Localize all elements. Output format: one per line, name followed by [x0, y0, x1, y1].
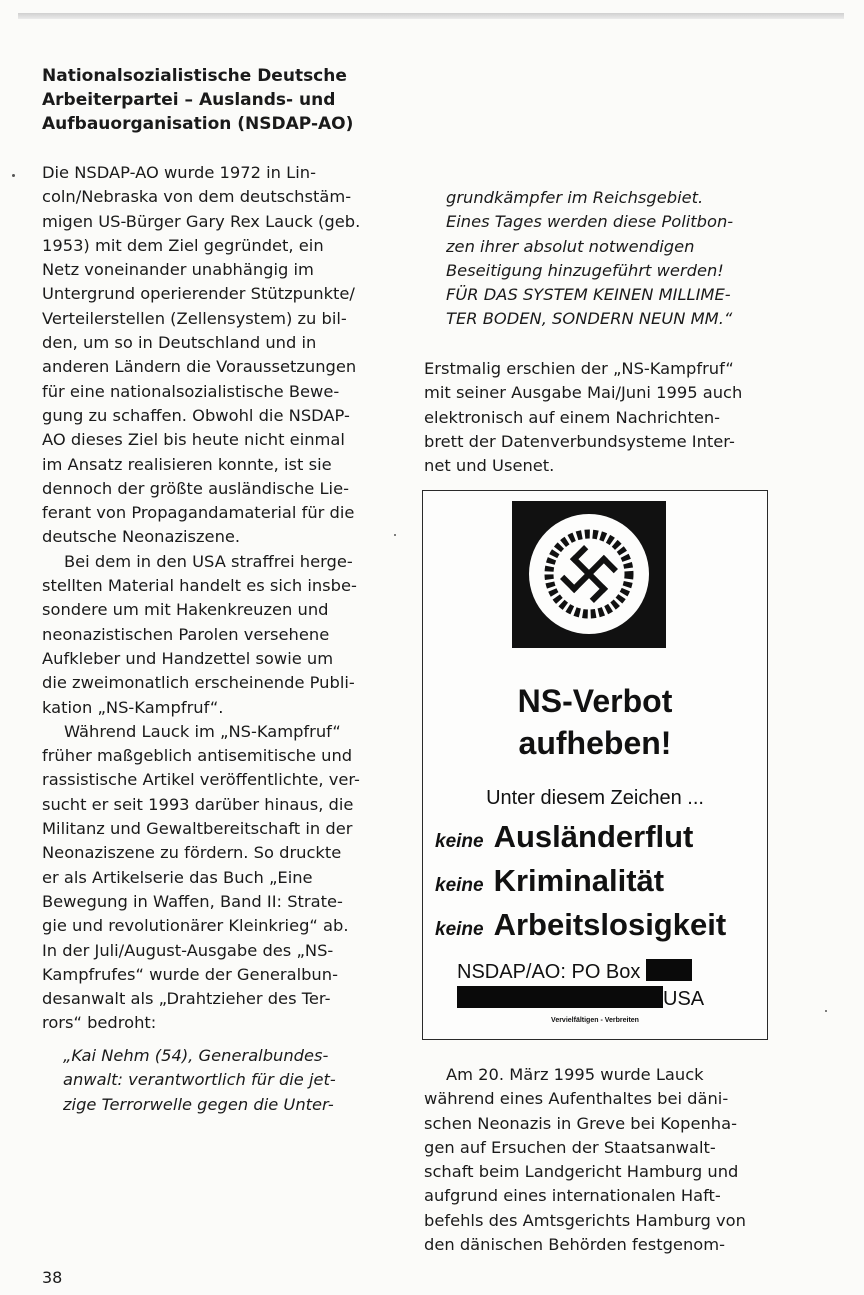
left-column-body: [42, 161, 397, 1036]
text-line: Bei dem in den USA straffrei herge-: [64, 551, 353, 571]
text-line: schaft beim Landgericht Hamburg und: [424, 1162, 739, 1182]
quote-line: FÜR DAS SYSTEM KEINEN MILLIME-: [446, 285, 731, 305]
text-line: Erstmalig erschien der „NS-Kampfruf“: [424, 359, 734, 378]
text-line: desanwalt als „Drahtzieher des Ter-: [42, 989, 331, 1009]
text-line: Kampfrufes“ wurde der Generalbun-: [42, 964, 338, 984]
text-line: net und Usenet.: [424, 456, 555, 476]
text-line: ferant von Propagandamaterial für die: [42, 503, 355, 523]
text-line: AO dieses Ziel bis heute nicht einmal: [42, 430, 345, 450]
poster-title-line2: aufheben!: [518, 725, 672, 761]
text-line: Bewegung in Waffen, Band II: Strate-: [42, 891, 343, 911]
text-line: die zweimonatlich erscheinende Publi-: [42, 673, 355, 693]
text-line: aufgrund eines internationalen Haft-: [424, 1186, 721, 1206]
text-line: kation „NS-Kampfruf“.: [42, 697, 224, 717]
paragraph-electronic: [424, 357, 784, 478]
poster-footer: Vervielfältigen - Verbreiten: [551, 1017, 639, 1024]
text-line: während eines Aufenthaltes bei däni-: [424, 1089, 729, 1109]
text-line: rassistische Artikel veröffentlichte, ver-: [42, 770, 360, 790]
text-line: neonazistischen Parolen versehene: [42, 624, 330, 644]
quote-right: [446, 186, 786, 332]
text-line: befehls des Amtsgerichts Hamburg von: [424, 1210, 746, 1230]
text-line: sucht er seit 1993 darüber hinaus, die: [42, 794, 354, 814]
paragraph-origin: [42, 161, 397, 550]
text-line: stellten Material handelt es sich insbe-: [42, 576, 357, 596]
poster-row-keyword: keine: [435, 919, 484, 940]
quote-left: [63, 1044, 383, 1117]
quote-line: zen ihrer absolut notwendigen: [446, 236, 695, 256]
text-line: gen auf Ersuchen der Staatsanwalt-: [424, 1137, 716, 1157]
heading-line: Nationalsozialistische Deutsche: [42, 66, 347, 86]
poster-address-line2: [457, 986, 704, 1011]
address-text: NSDAP/AO: PO Box: [457, 961, 641, 983]
poster-subtitle: Unter diesem Zeichen ...: [486, 787, 704, 809]
paragraph-material: [42, 550, 397, 720]
poster-row-text: Arbeitslosigkeit: [493, 907, 727, 942]
redaction-bar: [457, 986, 663, 1008]
text-line: brett der Datenverbundsysteme Inter-: [424, 431, 735, 451]
quote-line: „Kai Nehm (54), Generalbundes-: [63, 1046, 329, 1065]
poster-address-line1: [457, 959, 692, 984]
text-line: den dänischen Behörden festgenom-: [424, 1235, 725, 1255]
text-line: Neonaziszene zu fördern. So druckte: [42, 843, 342, 863]
text-line: Die NSDAP-AO wurde 1972 in Lin-: [42, 163, 316, 182]
poster-row-text: Ausländerflut: [493, 819, 694, 854]
quote-line: TER BODEN, SONDERN NEUN MM.“: [446, 309, 733, 329]
quote-line: anwalt: verantwortlich für die jet-: [63, 1070, 336, 1090]
text-line: er als Artikelserie das Buch „Eine: [42, 867, 313, 887]
heading-line: Aufbauorganisation (NSDAP-AO): [42, 114, 354, 134]
text-line: 1953) mit dem Ziel gegründet, ein: [42, 235, 324, 255]
text-line: Aufkleber und Handzettel sowie um: [42, 648, 334, 668]
scan-speck: [12, 174, 15, 177]
scan-speck: [825, 1010, 827, 1012]
text-line: In der Juli/August-Ausgabe des „NS-: [42, 940, 334, 960]
text-line: gung zu schaffen. Obwohl die NSDAP-: [42, 405, 350, 425]
text-line: Netz voneinander unabhängig im: [42, 260, 314, 280]
text-line: im Ansatz realisieren konnte, ist sie: [42, 454, 332, 474]
poster-row: [435, 819, 693, 855]
heading-line: Arbeiterpartei – Auslands- und: [42, 90, 336, 110]
text-line: Am 20. März 1995 wurde Lauck: [446, 1065, 704, 1084]
text-line: coln/Nebraska von dem deutschstäm-: [42, 187, 352, 207]
page-number: 38: [42, 1268, 63, 1287]
scan-speck: [394, 534, 396, 536]
text-line: Während Lauck im „NS-Kampfruf“: [64, 721, 341, 741]
text-line: dennoch der größte ausländische Lie-: [42, 478, 349, 498]
text-line: Militanz und Gewaltbereitschaft in der: [42, 819, 353, 839]
poster-row: [435, 863, 664, 899]
text-line: Untergrund operierender Stützpunkte/: [42, 284, 355, 304]
text-line: mit seiner Ausgabe Mai/Juni 1995 auch: [424, 383, 743, 403]
redaction-bar: [646, 959, 692, 981]
text-line: für eine nationalsozialistische Bewe-: [42, 381, 340, 401]
wreath-emblem-icon: [512, 501, 666, 648]
quote-line: Eines Tages werden diese Politbon-: [446, 212, 734, 232]
paragraph-militancy: [42, 720, 397, 1036]
address-country: USA: [663, 988, 705, 1010]
poster-row-text: Kriminalität: [493, 863, 665, 898]
quote-line: Beseitigung hinzugeführt werden!: [446, 260, 724, 280]
text-line: migen US-Bürger Gary Rex Lauck (geb.: [42, 211, 361, 231]
text-line: anderen Ländern die Voraussetzungen: [42, 357, 357, 377]
text-line: deutsche Neonaziszene.: [42, 527, 241, 547]
text-line: früher maßgeblich antisemitische und: [42, 746, 353, 766]
text-line: gie und revolutionärer Kleinkrieg“ ab.: [42, 916, 349, 936]
text-line: schen Neonazis in Greve bei Kopenha-: [424, 1113, 737, 1133]
poster-row-keyword: keine: [435, 875, 484, 896]
top-rule: [18, 13, 844, 19]
text-line: elektronisch auf einem Nachrichten-: [424, 407, 721, 427]
paragraph-arrest: [424, 1063, 784, 1257]
quote-line: grundkämpfer im Reichsgebiet.: [446, 188, 704, 207]
propaganda-poster-figure: [422, 490, 768, 1040]
emblem-image: [512, 501, 666, 648]
poster-row: [435, 907, 726, 943]
text-line: Verteilerstellen (Zellensystem) zu bil-: [42, 308, 347, 328]
text-line: den, um so in Deutschland und in: [42, 333, 317, 353]
section-heading: [42, 64, 372, 136]
text-line: sondere um mit Hakenkreuzen und: [42, 600, 329, 620]
text-line: rors“ bedroht:: [42, 1013, 157, 1033]
poster-title-line1: NS-Verbot: [517, 683, 673, 719]
poster-row-keyword: keine: [435, 831, 484, 852]
quote-line: zige Terrorwelle gegen die Unter-: [63, 1094, 334, 1114]
